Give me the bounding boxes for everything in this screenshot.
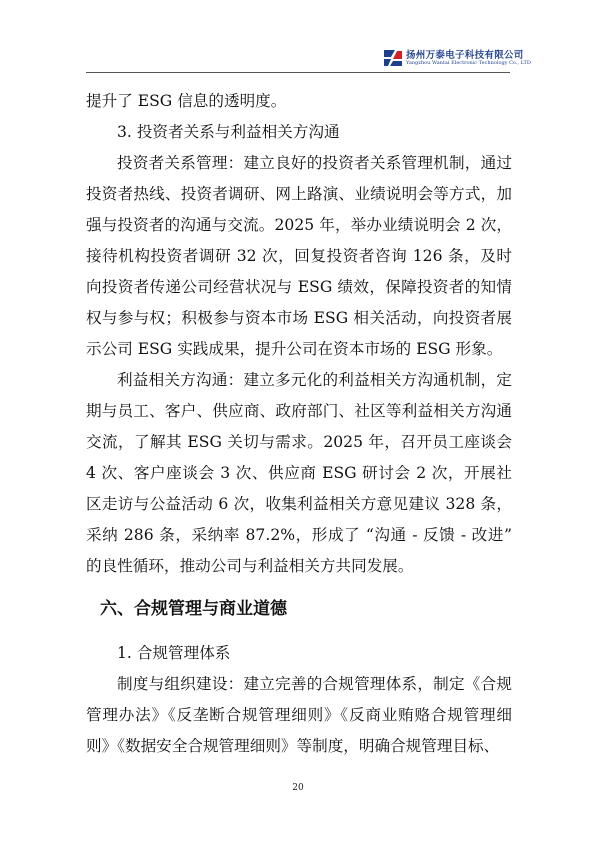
paragraph-stakeholder-communication: 利益相关方沟通：建立多元化的利益相关方沟通机制，定期与员工、客户、供应商、政府部门、社区等利益相关方沟通交流，了解其 ESG 关切与需求。2025 年，召开员工座谈会 4 次、客户座谈会 3 次、供应商 ESG 研讨会 2 次，开展社区走访与公益活动 6 次，收集利益相关方意见建议 328 条，采纳 286 条，采纳率 87.2%，形成了 “沟通 - 反馈 - 改进” 的良性循环，推动公司与利益相关方共同发展。: [86, 371, 512, 575]
paragraph-compliance-system: 制度与组织建设：建立完善的合规管理体系，制定《合规管理办法》《反垄断合规管理细则》《反商业贿赂合规管理细则》《数据安全合规管理细则》等制度，明确合规管理目标、: [86, 675, 512, 755]
subheading-investor-relations: 3. 投资者关系与利益相关方沟通: [117, 123, 340, 141]
paragraph-investor-relations: 投资者关系管理：建立良好的投资者关系管理机制，通过投资者热线、投资者调研、网上路演、业绩说明会等方式，加强与投资者的沟通与交流。2025 年，举办业绩说明会 2 次，接待机构投资者调研 32 次，回复投资者咨询 126 条，及时向投资者传递公司经营状况与 ESG 绩效，保障投资者的知情权与参与权；积极参与资本市场 ESG 相关活动，向投资者展示公司 ESG 实践成果，提升公司在资本市场的 ESG 形象。: [86, 154, 512, 358]
company-name: 扬州万泰电子科技有限公司: [406, 50, 524, 61]
subheading-compliance-system: 1. 合规管理体系: [117, 644, 231, 662]
company-logo-icon: [383, 49, 403, 67]
section-heading-compliance: 六、合规管理与商业道德: [100, 599, 287, 619]
company-name-en: Yangzhou Wantai Electronic Technology Co., LTD: [406, 60, 531, 66]
page-header: [0, 0, 596, 74]
header-divider: [86, 72, 510, 73]
page-number: 20: [292, 783, 304, 793]
paragraph-continuation: 提升了 ESG 信息的透明度。: [86, 92, 287, 110]
document-body: [86, 86, 512, 762]
